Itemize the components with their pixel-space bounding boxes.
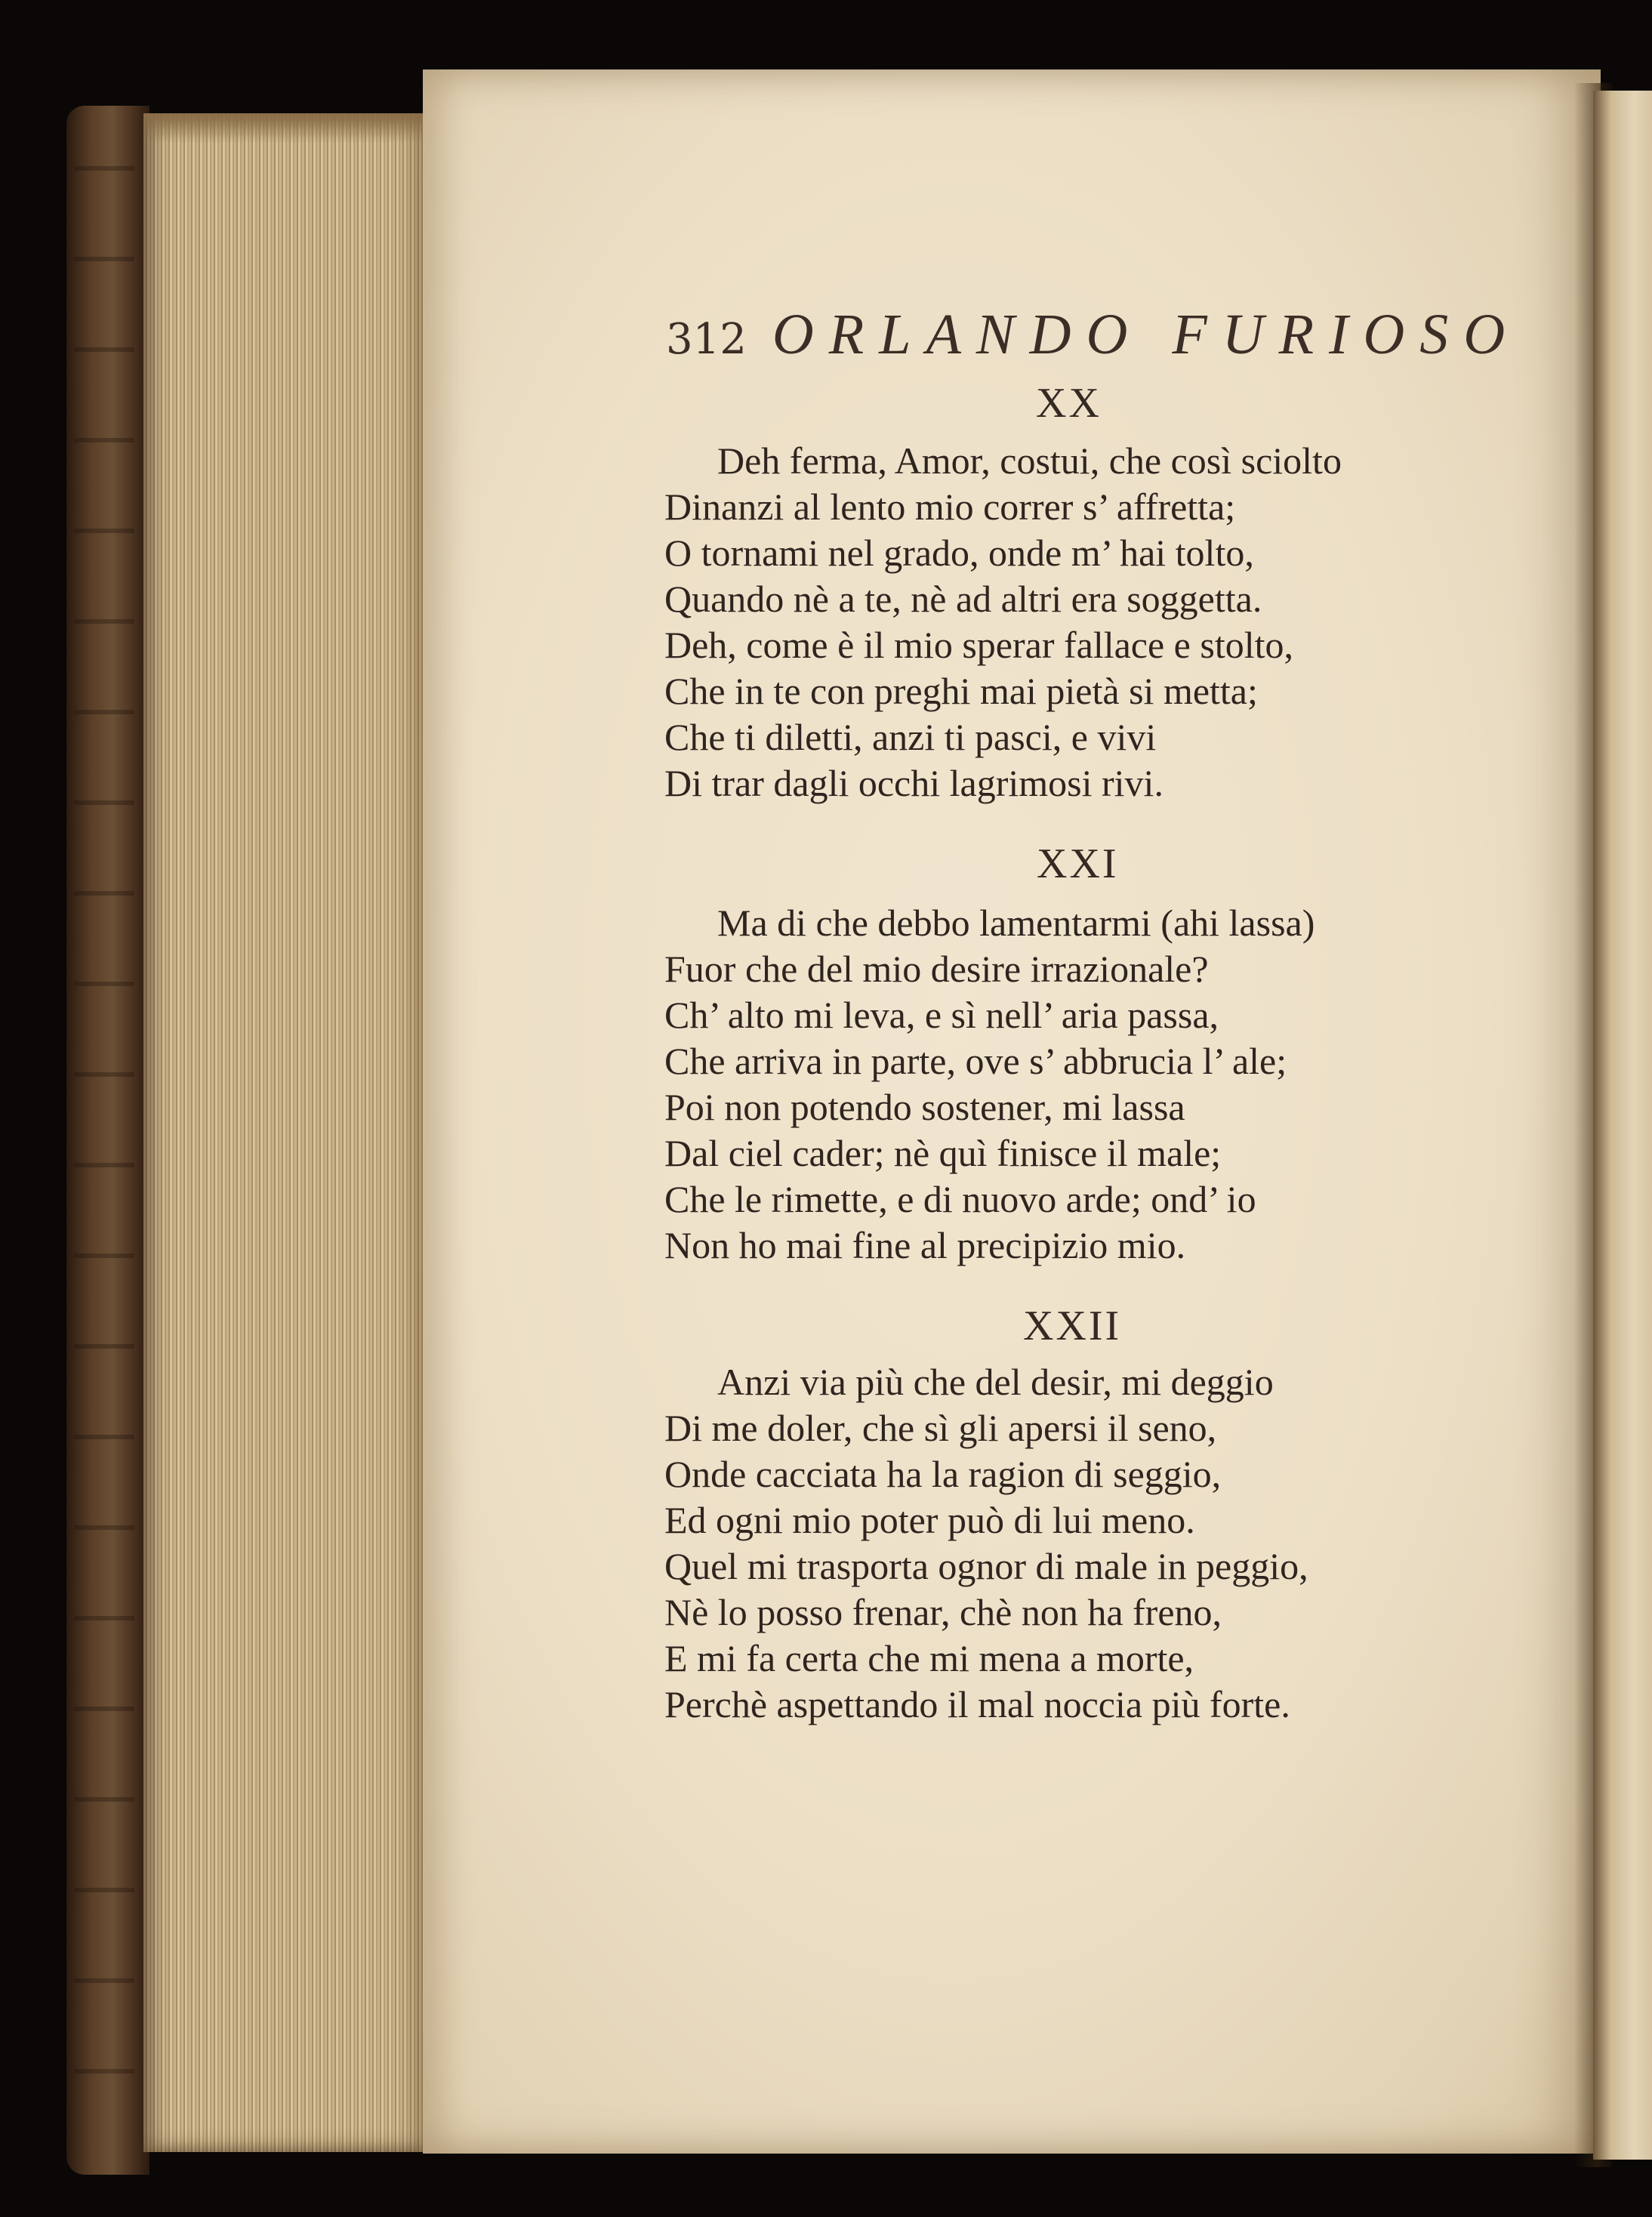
verse-line: Deh, come è il mio sperar fallace e stolto, [664, 624, 1294, 666]
verse-line: Dal ciel cader; nè quì finisce il male; [664, 1132, 1222, 1174]
stanza-number: XX [1036, 380, 1102, 427]
verse-line: Dinanzi al lento mio correr s’ affretta; [664, 486, 1236, 528]
verse-line: Poi non potendo sostener, mi lassa [664, 1086, 1185, 1128]
verse-line: Di me doler, che sì gli apersi il seno, [664, 1407, 1217, 1449]
verse-line: Fuor che del mio desire irrazionale? [664, 948, 1209, 990]
verse-line: Ed ogni mio poter può di lui meno. [664, 1499, 1195, 1541]
verse-line: E mi fa certa che mi mena a morte, [664, 1637, 1194, 1679]
verse-line: Ma di che debbo lamentarmi (ahi lassa) [717, 902, 1315, 944]
verse-line: Che le rimette, e di nuovo arde; ond’ io [664, 1178, 1256, 1220]
verse-line: Perchè aspettando il mal noccia più forte. [664, 1683, 1290, 1725]
verse-line: Che in te con preghi mai pietà si metta; [664, 670, 1258, 712]
verse-line: Anzi via più che del desir, mi deggio [717, 1361, 1274, 1403]
verse-line: Che arriva in parte, ove s’ abbrucia l’ ale; [664, 1040, 1287, 1082]
verse-line: Ch’ alto mi leva, e sì nell’ aria passa, [664, 994, 1219, 1036]
verse-line: Non ho mai fine al precipizio mio. [664, 1224, 1186, 1266]
verse-line: Quel mi trasporta ognor di male in peggio, [664, 1545, 1308, 1587]
running-title: ORLANDO FURIOSO [772, 303, 1521, 366]
verse-line: Quando nè a te, nè ad altri era soggetta. [664, 578, 1262, 620]
stanza-verse [664, 900, 1570, 1269]
stanza-number: XXI [1037, 840, 1119, 887]
verse-line: O tornami nel grado, onde m’ hai tolto, [664, 532, 1254, 574]
verse-line: Deh ferma, Amor, costui, che così sciolto [717, 439, 1342, 482]
facing-page-edge [1593, 91, 1652, 2160]
leather-spine [66, 106, 149, 2175]
page-edges [143, 113, 430, 2152]
verse-line: Onde cacciata ha la ragion di seggio, [664, 1453, 1222, 1495]
stanza-verse [664, 438, 1570, 806]
stanza-number: XXII [1023, 1303, 1122, 1349]
verse-line: Che ti diletti, anzi ti pasci, e vivi [664, 716, 1157, 758]
stanza-verse [664, 1359, 1570, 1728]
running-header [666, 302, 1521, 370]
verse-line: Di trar dagli occhi lagrimosi rivi. [664, 762, 1163, 804]
verse-line: Nè lo posso frenar, chè non ha freno, [664, 1591, 1222, 1633]
page-number: 312 [666, 315, 747, 364]
